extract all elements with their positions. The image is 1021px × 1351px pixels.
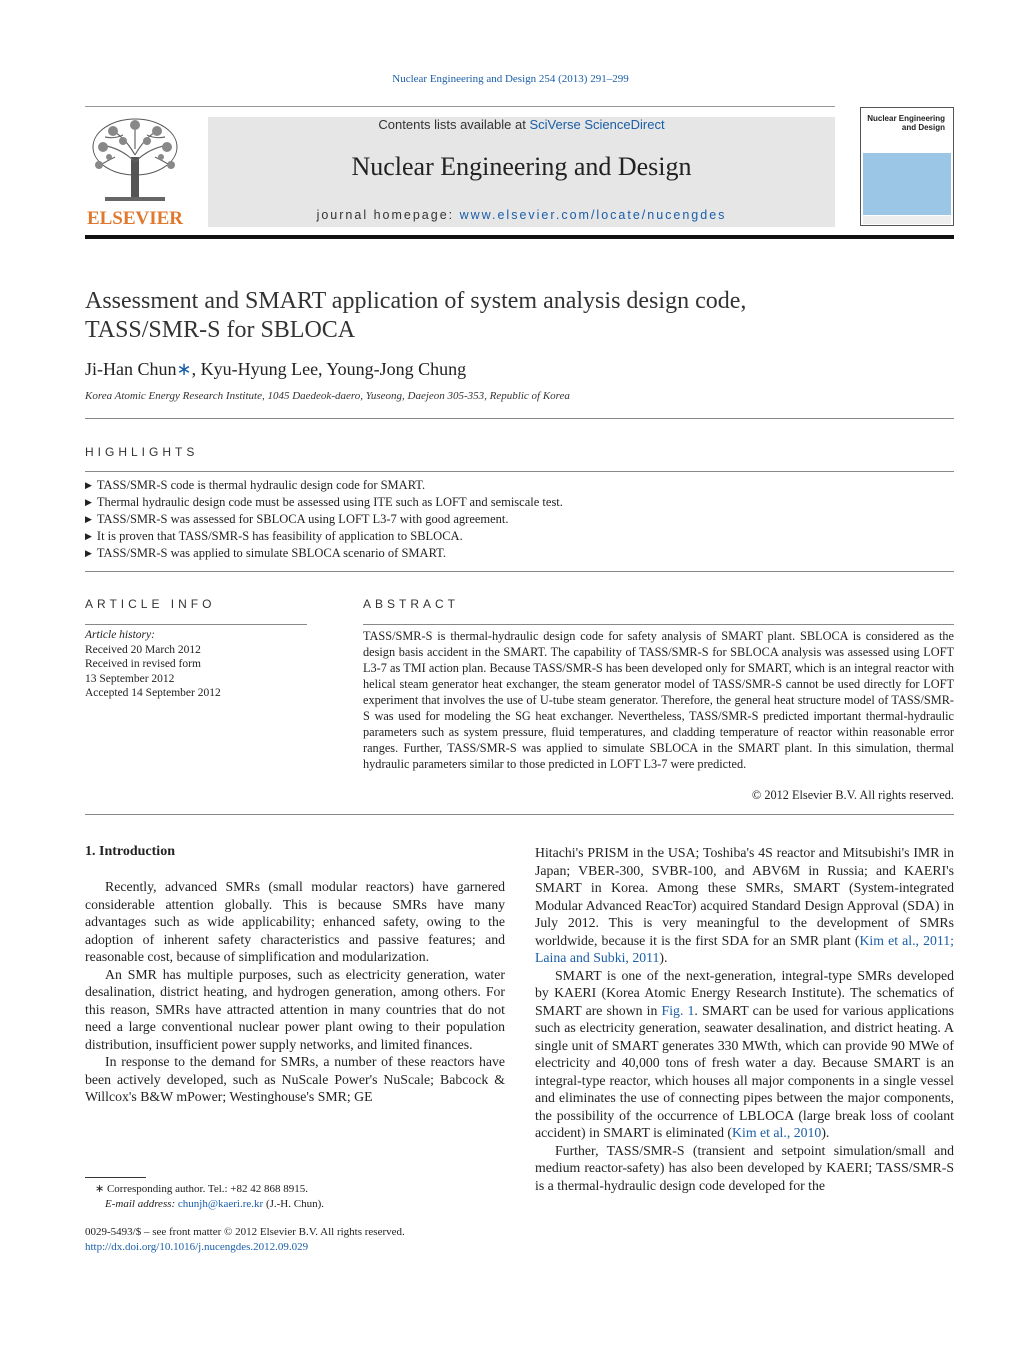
doi-link[interactable]: http://dx.doi.org/10.1016/j.nucengdes.2012.09.029	[85, 1241, 309, 1253]
text-run: Hitachi's PRISM in the USA; Toshiba's 4S reactor and Mitsubishi's IMR in Japan; VBER-300, SVBR-100, and ABV6M in Russia; and KAERI's SMART in Korea. Among these SMRs, SMART (System-integrated Modular Advanced ReacTor) acquired Standard Design Approval (SDA) in July 2012. This is very meaningful to the development of SMRs worldwide, because it is the first SDA for an SMR plant (	[535, 845, 954, 948]
other-authors: , Kyu-Hyung Lee, Young-Jong Chung	[191, 359, 467, 379]
highlight-item: ▶ TASS/SMR-S code is thermal hydraulic design code for SMART.	[85, 477, 563, 494]
journal-name: Nuclear Engineering and Design	[351, 152, 692, 181]
author-name[interactable]: Ji-Han Chun	[85, 359, 177, 379]
homepage-link[interactable]: www.elsevier.com/locate/nucengdes	[459, 208, 727, 222]
paragraph: Recently, advanced SMRs (small modular reactors) have garnered considerable attention globally. This is because SMRs have many advantages such as wide applicability; enhanced safety, owing to the adoption of inherent safety characteristics and passive features; and reasonable cost, because of simplification and modularization.	[85, 879, 505, 964]
paragraph	[535, 967, 954, 1142]
email-link[interactable]: chunjh@kaeri.re.kr	[177, 1197, 264, 1210]
copyright: © 2012 Elsevier B.V. All rights reserved.	[751, 788, 954, 802]
highlight-item: ▶ TASS/SMR-S was assessed for SBLOCA using LOFT L3-7 with good agreement.	[85, 511, 563, 528]
article-info-heading: ARTICLE INFO	[85, 597, 216, 611]
history-line: Received 20 March 2012	[85, 643, 201, 656]
paragraph: In response to the demand for SMRs, a number of these reactors have been actively developed, such as NuScale Power's NuScale; Babcock & Willcox's B&W mPower; Westinghouse's SMR; GE	[85, 1054, 505, 1104]
body-column-left	[85, 878, 505, 1106]
text-run: ).	[821, 1125, 830, 1140]
cover-title-line1: Nuclear Engineering	[867, 114, 945, 123]
paragraph: An SMR has multiple purposes, such as electricity generation, water desalination, district heating, and hydrogen generation, among others. For this reason, SMRs have attracted attention in many countries that do not need a large conventional nuclear power plant owing to their population distribution, insufficient power supply networks, and limited finances.	[85, 966, 505, 1052]
divider	[85, 624, 307, 625]
highlight-item: ▶ Thermal hydraulic design code must be assessed using ITE such as LOFT and semiscale test.	[85, 494, 563, 511]
divider	[85, 571, 954, 572]
cover-footer	[863, 216, 951, 224]
journal-citation[interactable]: Nuclear Engineering and Design 254 (2013) 291–299	[392, 73, 629, 85]
highlight-item: ▶ TASS/SMR-S was applied to simulate SBLOCA scenario of SMART.	[85, 545, 563, 562]
corresponding-author-mark[interactable]: ∗	[176, 359, 192, 379]
contents-line	[208, 117, 835, 132]
paragraph: Further, TASS/SMR-S (transient and setpoint simulation/small and medium reactor-safety) has also been developed by KAERI; TASS/SMR-S is a thermal-hydraulic design code developed for the	[535, 1142, 954, 1193]
header-rule	[85, 106, 835, 107]
footnote-line	[85, 1182, 505, 1197]
journal-homepage	[208, 208, 835, 222]
article-title	[85, 287, 945, 345]
issn-line: 0029-5493/$ – see front matter © 2012 Elsevier B.V. All rights reserved.	[85, 1226, 405, 1238]
article-history	[85, 628, 221, 701]
footnote-rule	[85, 1177, 146, 1178]
abstract-heading: ABSTRACT	[363, 597, 460, 611]
sciencedirect-link[interactable]: SciVerse ScienceDirect	[529, 117, 665, 132]
contents-prefix: Contents lists available at	[378, 117, 530, 132]
history-line: Accepted 14 September 2012	[85, 687, 221, 699]
cover-image	[863, 153, 951, 215]
divider	[363, 624, 954, 625]
history-line: Received in revised form	[85, 658, 201, 670]
title-line-1: Assessment and SMART application of system analysis design code,	[85, 288, 747, 314]
divider	[85, 471, 954, 472]
history-line: 13 September 2012	[85, 672, 175, 685]
author-list	[85, 359, 466, 380]
email-label: E-mail address:	[105, 1197, 178, 1210]
divider	[85, 814, 954, 815]
history-label: Article history:	[85, 629, 155, 641]
journal-cover-thumbnail[interactable]	[860, 107, 954, 226]
footnote-text: Corresponding author. Tel.: +82 42 868 8915.	[104, 1183, 309, 1195]
elsevier-wordmark: ELSEVIER	[86, 208, 184, 229]
section-heading-introduction: 1. Introduction	[85, 844, 175, 859]
tree-icon	[85, 117, 185, 207]
footnote-line	[85, 1197, 505, 1212]
figure-link[interactable]: Fig. 1	[661, 1002, 695, 1018]
footnote	[85, 1182, 505, 1211]
header-thick-rule	[85, 235, 954, 239]
highlights-list	[85, 477, 563, 562]
cover-title-line2: and Design	[901, 123, 945, 132]
footnote-mark: ∗	[95, 1183, 105, 1195]
title-line-2: TASS/SMR-S for SBLOCA	[85, 317, 356, 343]
text-run: SMART is one of the next-generation, integral-type SMRs developed by KAERI (Korea Atomic Energy Research Institute). The schematics of SMART are shown in	[535, 967, 954, 1018]
highlights-heading: HIGHLIGHTS	[85, 445, 199, 459]
cover-title	[867, 114, 945, 132]
text-run: . SMART can be used for various applications such as electricity generation, seawater desalination, and district heating. A single unit of SMART generates 330 MWth, which can provide 90 MWe of electricity and 40,000 tons of fresh water a day. Because SMART is an integral-type reactor, which houses all major components in a single vessel and eliminates the use of connecting pipes between the major components, the possibility of the occurrence of LBLOCA (large break loss of coolant accident) in SMART is eliminated (	[535, 1002, 954, 1140]
divider	[85, 418, 954, 419]
highlight-item: ▶ It is proven that TASS/SMR-S has feasibility of application to SBLOCA.	[85, 528, 563, 545]
reference-link[interactable]: Kim et al., 2011; Laina and Subki, 2011	[535, 932, 955, 965]
front-matter	[85, 1225, 505, 1255]
abstract-text: TASS/SMR-S is thermal-hydraulic design code for safety analysis of SMART plant. SBLOCA is considered as the design basis accident in the SMART. The capability of TASS/SMR-S for SBLOCA analysis was assessed using LOFT L3-7 as TMI action plan. Because TASS/SMR-S has been developed only for SMART, which is an integral reactor with helical steam generator heat exchanger, the steam generator model of TASS/SMR-S cannot be used directly for LOFT experiment that involves the use of U-tube steam generator. Therefore, the general heat structure model of TASS/SMR-S was used for modeling the SG heat exchanger. Nevertheless, TASS/SMR-S predicted important thermal-hydraulic parameters such as system pressure, fluid temperatures, and cladding temperature of reactor within reasonable error ranges. Further, TASS/SMR-S was applied to simulate SBLOCA in the SMART plant. In this simulation, thermal hydraulic parameters similar to those predicted in LOFT L3-7 were predicted.	[363, 629, 954, 771]
email-suffix: (J.-H. Chun).	[263, 1197, 324, 1210]
reference-link[interactable]: Kim et al., 2010	[732, 1125, 822, 1140]
affiliation: Korea Atomic Energy Research Institute, 1045 Daedeok-daero, Yuseong, Daejeon 305-353, Republic of Korea	[85, 390, 570, 402]
homepage-prefix: journal homepage:	[316, 208, 460, 222]
text-run: ).	[659, 950, 668, 965]
body-column-right	[535, 844, 954, 1194]
paragraph	[535, 844, 954, 967]
